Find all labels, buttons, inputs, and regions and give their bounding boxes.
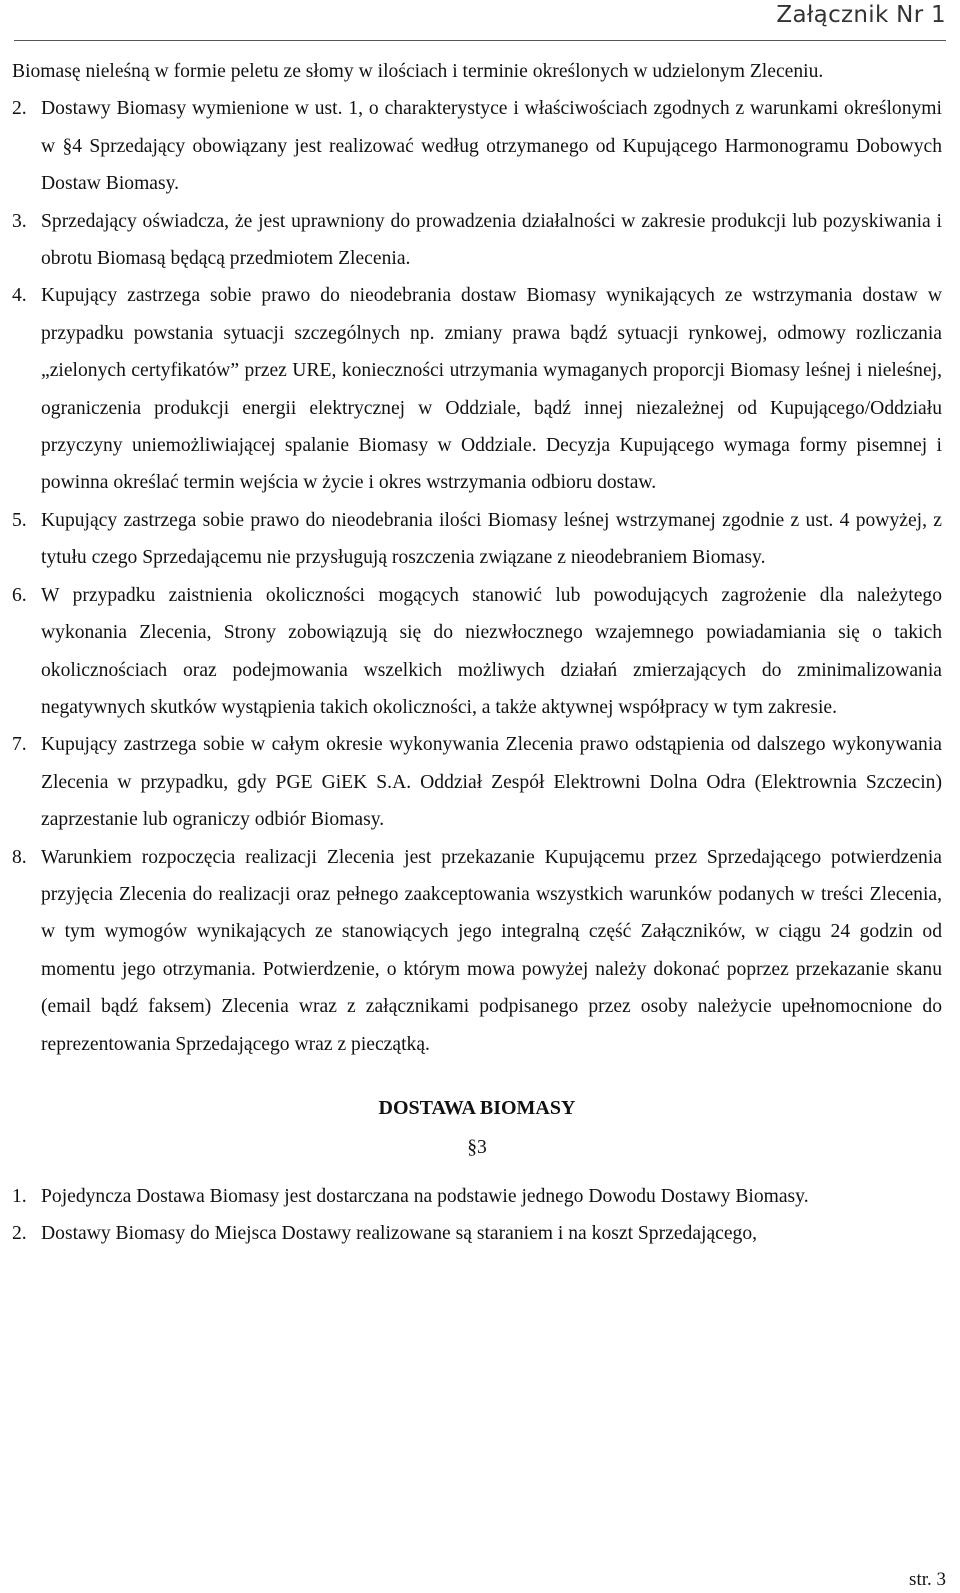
list-item-number: 5. [12, 509, 27, 531]
list-item-8 [12, 839, 942, 1063]
list-item-text: Kupujący zastrzega sobie prawo do nieodebrania ilości Biomasy leśnej wstrzymanej zgodnie z ust. 4 powyżej, z tytułu czego Sprzedającemu nie przysługują roszczenia związane z nieodebraniem Biomasy. [41, 509, 942, 569]
list-item-6 [12, 577, 942, 727]
list-item-text: Dostawy Biomasy do Miejsca Dostawy realizowane są staraniem i na koszt Sprzedającego, [41, 1223, 758, 1245]
page-number: str. 3 [909, 1569, 946, 1590]
list-item-number: 7. [12, 734, 27, 756]
annex-label: Załącznik Nr 1 [776, 2, 946, 28]
list-item-number: 4. [12, 285, 27, 307]
header-divider [14, 40, 946, 41]
list-item-5 [12, 502, 942, 577]
list-item-number: 6. [12, 584, 27, 606]
section-heading: DOSTAWA BIOMASY [378, 1096, 576, 1119]
list-item-3 [12, 203, 942, 278]
section-item-2 [12, 1215, 942, 1252]
list-item-text: Kupujący zastrzega sobie prawo do nieodebrania dostaw Biomasy wynikających ze wstrzymania dostaw w przypadku powstania sytuacji szczególnych np. zmiany prawa bądź sytuacji rynkowej, odmowy rozliczania „zielonych certyfikatów” przez URE, konieczności utrzymania wymaganych proporcji Biomasy leśnej i nieleśnej, ograniczenia produkcji energii elektrycznej w Oddziale, bądź innej niezależnej od Kupującego/Oddziału przyczyny uniemożliwiającej spalanie Biomasy w Oddziale. Decyzja Kupującego wymaga formy pisemnej i powinna określać termin wejścia w życie i okres wstrzymania odbioru dostaw. [41, 285, 942, 494]
intro-paragraph: Biomasę nieleśną w formie peletu ze słomy w ilościach i terminie określonych w udzielonym Zleceniu. [12, 61, 824, 82]
list-item-number: 1. [12, 1185, 27, 1207]
list-item-text: Warunkiem rozpoczęcia realizacji Zlecenia jest przekazanie Kupującemu przez Sprzedającego potwierdzenia przyjęcia Zlecenia do realizacji oraz pełnego zaakceptowania wszystkich warunków podanych w treści Zlecenia, w tym wymogów wynikających ze stanowiących jego integralną część Załączników, w ciągu 24 godzin od momentu jego otrzymania. Potwierdzenie, o którym mowa powyżej należy dokonać poprzez przekazanie skanu (email bądź faksem) Zlecenia wraz z załącznikami podpisanego przez osoby należycie upełnomocnione do reprezentowania Sprzedającego wraz z pieczątką. [41, 846, 942, 1055]
document-body [12, 53, 942, 1253]
list-item-2 [12, 90, 942, 202]
list-item-text: Pojedyncza Dostawa Biomasy jest dostarczana na podstawie jednego Dowodu Dostawy Biomasy. [41, 1185, 809, 1207]
list-item-text: W przypadku zaistnienia okoliczności mogących stanowić lub powodujących zagrożenie dla należytego wykonania Zlecenia, Strony zobowiązują się do niezwłocznego wzajemnego powiadamiania się o takich okolicznościach oraz podejmowania wszelkich możliwych działań zmierzających do zminimalizowania negatywnych skutków wystąpienia takich okoliczności, a także aktywnej współpracy w tym zakresie. [41, 584, 942, 718]
list-item-number: 2. [12, 1223, 27, 1245]
list-item-text: Kupujący zastrzega sobie w całym okresie wykonywania Zlecenia prawo odstąpienia od dalszego wykonywania Zlecenia w przypadku, gdy PGE GiEK S.A. Oddział Zespół Elektrowni Dolna Odra (Elektrownia Szczecin) zaprzestanie lub ograniczy odbiór Biomasy. [41, 734, 942, 831]
section-sign: § [467, 1136, 477, 1158]
list-item-number: 3. [12, 210, 27, 232]
list-item-text: Sprzedający oświadcza, że jest uprawniony do prowadzenia działalności w zakresie produkcji lub pozyskiwania i obrotu Biomasą będącą przedmiotem Zlecenia. [41, 210, 942, 270]
list-item-number: 8. [12, 846, 27, 868]
list-item-4 [12, 277, 942, 501]
list-item-text: Dostawy Biomasy wymienione w ust. 1, o charakterystyce i właściwościach zgodnych z warunkami określonymi w §4 Sprzedający obowiązany jest realizować według otrzymanego od Kupującego Harmonogramu Dobowych Dostaw Biomasy. [41, 98, 942, 195]
section-item-1 [12, 1178, 942, 1215]
section-number: 3 [477, 1136, 487, 1158]
section-paragraph-marker [12, 1129, 942, 1166]
list-item-7 [12, 726, 942, 838]
list-item-number: 2. [12, 98, 27, 120]
